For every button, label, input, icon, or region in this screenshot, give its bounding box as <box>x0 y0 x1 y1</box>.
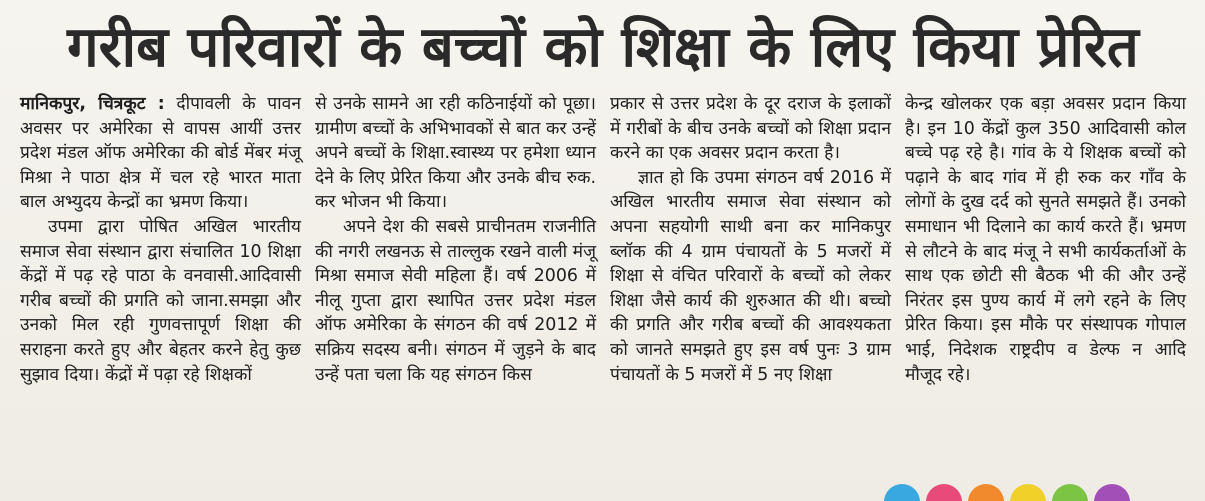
article-paragraph <box>20 92 301 215</box>
article-column-3 <box>604 92 899 492</box>
article-body <box>14 92 1194 492</box>
article-paragraph <box>315 92 596 215</box>
headline: गरीब परिवारों के बच्चों को शिक्षा के लिए किया प्रेरित <box>67 15 1139 80</box>
paragraph-text: ज्ञात हो कि उपमा संगठन वर्ष 2016 में अखिल भारतीय समाज सेवा संस्थान को अपना सहयोगी साथी बना कर मानिकपुर ब्लॉक की 4 ग्राम पंचायतों के 5 मजरों में शिक्षा से वंचित परिवारों के बच्चों को लेकर शिक्षा जैसे कार्य की शुरुआत की थी। बच्चो की प्रगति और गरीब बच्चों की आवश्यकता को जानते समझते हुए इस वर्ष पुनः 3 ग्राम पंचायतों के 5 मजरों में 5 नए शिक्षा <box>610 167 891 385</box>
article-paragraph <box>905 92 1186 387</box>
color-dot-icon <box>926 484 962 501</box>
article-paragraph <box>610 166 891 387</box>
article-column-1 <box>14 92 309 492</box>
paragraph-text: केन्द्र खोलकर एक बड़ा अवसर प्रदान किया है। इन 10 केंद्रों कुल 350 आदिवासी कोल बच्चे पढ़ रहे है। गांव के ये शिक्षक बच्चों को पढ़ाने के बाद गांव में ही रुक कर गाँव के लोगों के दुख दर्द को सुनते समझते हैं। उनको समाधान भी दिलाने का कार्य करते हैं। भ्रमण से लौटने के बाद मंजू ने सभी कार्यकर्ताओं के साथ एक छोटी सी बैठक भी की और उन्हें निरंतर इस पुण्य कार्य में लगे रहने के लिए प्रेरित किया। इस मौके पर संस्थापक गोपाल भाई, निदेशक राष्ट्रदीप व डेल्फ न आदि मौजूद रहे। <box>905 94 1186 385</box>
article-paragraph <box>610 92 891 166</box>
article-column-4 <box>899 92 1194 492</box>
color-dot-icon <box>968 484 1004 501</box>
paragraph-text: प्रकार से उत्तर प्रदेश के दूर दराज के इलाकों में गरीबों के बीच उनके बच्चों को शिक्षा प्रदान करने का एक अवसर प्रदान करता है। <box>610 94 891 164</box>
color-dot-icon <box>884 484 920 501</box>
article-paragraph <box>315 215 596 387</box>
paragraph-text: उपमा द्वारा पोषित अखिल भारतीय समाज सेवा संस्थान द्वारा संचालित 10 शिक्षा केंद्रों में पढ़ रहे पाठा के वनवासी.आदिवासी गरीब बच्चों की प्रगति को जाना.समझा और उनको मिल रही गुणवत्तापूर्ण शिक्षा की सराहना करते हुए और बेहतर करने हेतु कुछ सुझाव दिया। केंद्रों में पढ़ा रहे शिक्षकों <box>20 216 301 385</box>
paragraph-text: दीपावली के पावन अवसर पर अमेरिका से वापस आयीं उत्तर प्रदेश मंडल ऑफ अमेरिका की बोर्ड मेंबर मंजू मिश्रा ने पाठा क्षेत्र में चल रहे भारत माता बाल अभ्युदय केन्द्रों का भ्रमण किया। <box>20 94 301 213</box>
paragraph-text: से उनके सामने आ रही कठिनाईयों को पूछा। ग्रामीण बच्चों के अभिभावकों से बात कर उन्हें अपने बच्चों के शिक्षा.स्वास्थ्य पर हमेशा ध्यान देने के लिए प्रेरित किया और उनके बीच रुक. कर भोजन भी किया। <box>315 94 596 213</box>
article-paragraph <box>20 215 301 387</box>
dateline: मानिकपुर, चित्रकूट : <box>20 94 165 114</box>
color-dot-icon <box>1010 484 1046 501</box>
color-dot-icon <box>1094 484 1130 501</box>
decorative-color-dots <box>880 484 1200 501</box>
color-dot-icon <box>1052 484 1088 501</box>
paragraph-text: अपने देश की सबसे प्राचीनतम राजनीति की नगरी लखनऊ से ताल्लुक रखने वाली मंजू मिश्रा समाज सेवी महिला हैं। वर्ष 2006 में नीलू गुप्ता द्वारा स्थापित उत्तर प्रदेश मंडल ऑफ अमेरिका के संगठन की वर्ष 2012 में सक्रिय सदस्य बनी। संगठन में जुड़ने के बाद उन्हें पता चला कि यह संगठन किस <box>315 216 596 385</box>
article-column-2 <box>309 92 604 492</box>
